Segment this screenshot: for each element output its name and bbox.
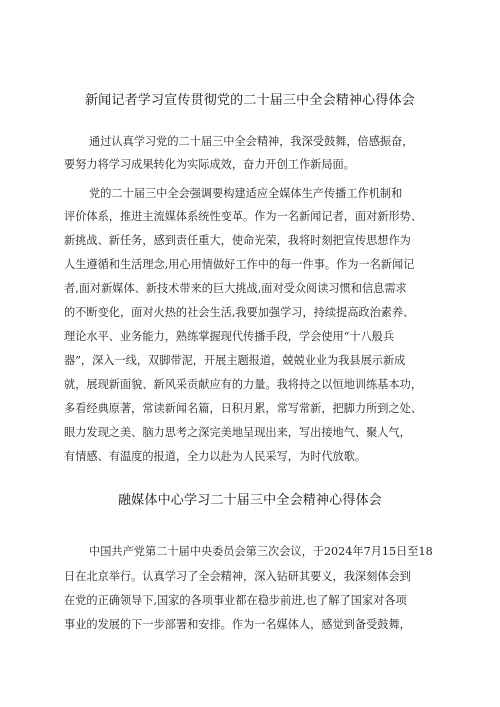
body-line-s1-8: 的不断变化，面对火热的社会生活,我要加强学习，持续提高政治素养、: [64, 306, 415, 319]
body-line-s1-14: 有情感、有温度的报道，全力以赴为人民采写，为时代放歌。: [64, 450, 367, 463]
body-line-s1-6: 人生遵循和生活理念,用心用情做好工作中的每一件事。作为一名新闻记: [64, 258, 415, 271]
body-line-s2-1: 中国共产党第二十届中央委员会第三次会议，于2024年7月15日至18: [89, 545, 433, 558]
body-line-s1-13: 眼力发现之美、脑力思考之深完美地呈现出来，写出接地气、聚人气，: [64, 426, 411, 439]
body-line-s1-9: 理论水平、业务能力，熟练掌握现代传播手段，学会使用“十八般兵: [64, 330, 395, 343]
body-line-s1-10: 器”，深入一线，双脚带泥，开展主题报道，兢兢业业为我县展示新成: [64, 354, 406, 367]
body-line-s2-2: 日在北京举行。认真学习了全会精神，深入钻研其要义，我深刻体会到: [64, 570, 411, 583]
body-line-s1-5: 新挑战、新任务，感到责任重大，使命光荣，我将时刻把宣传思想作为: [64, 234, 411, 247]
article-title-1: 新闻记者学习宣传贯彻党的二十届三中全会精神心得体会: [84, 93, 415, 108]
body-line-s1-3: 党的二十届三中全会强调要构建适应全媒体生产传播工作机制和: [89, 187, 403, 200]
body-line-s1-12: 多看经典原著，常读新闻名篇，日积月累，常写常新，把脚力所到之处、: [64, 402, 423, 415]
body-line-s2-3: 在党的正确领导下,国家的各项事业都在稳步前进,也了解了国家对各项: [64, 594, 407, 607]
body-line-s1-2: 要努力将学习成果转化为实际成效，奋力开创工作新局面。: [64, 158, 355, 171]
body-line-s2-4: 事业的发展的下一步部署和安排。作为一名媒体人，感觉到备受鼓舞，: [64, 618, 411, 631]
body-line-s1-11: 就，展现新面貌、新风采贡献应有的力量。我将持之以恒地训练基本功，: [64, 378, 423, 391]
body-line-s1-4: 评价体系，推进主流媒体系统性变革。作为一名新闻记者，面对新形势、: [64, 210, 423, 223]
body-line-s1-1: 通过认真学习党的二十届三中全会精神，我深受鼓舞，倍感振奋，: [89, 135, 414, 148]
body-line-s1-7: 者,面对新媒体、新技术带来的巨大挑战,面对受众阅读习惯和信息需求: [64, 282, 407, 295]
article-title-2: 融媒体中心学习二十届三中全会精神心得体会: [117, 493, 382, 508]
